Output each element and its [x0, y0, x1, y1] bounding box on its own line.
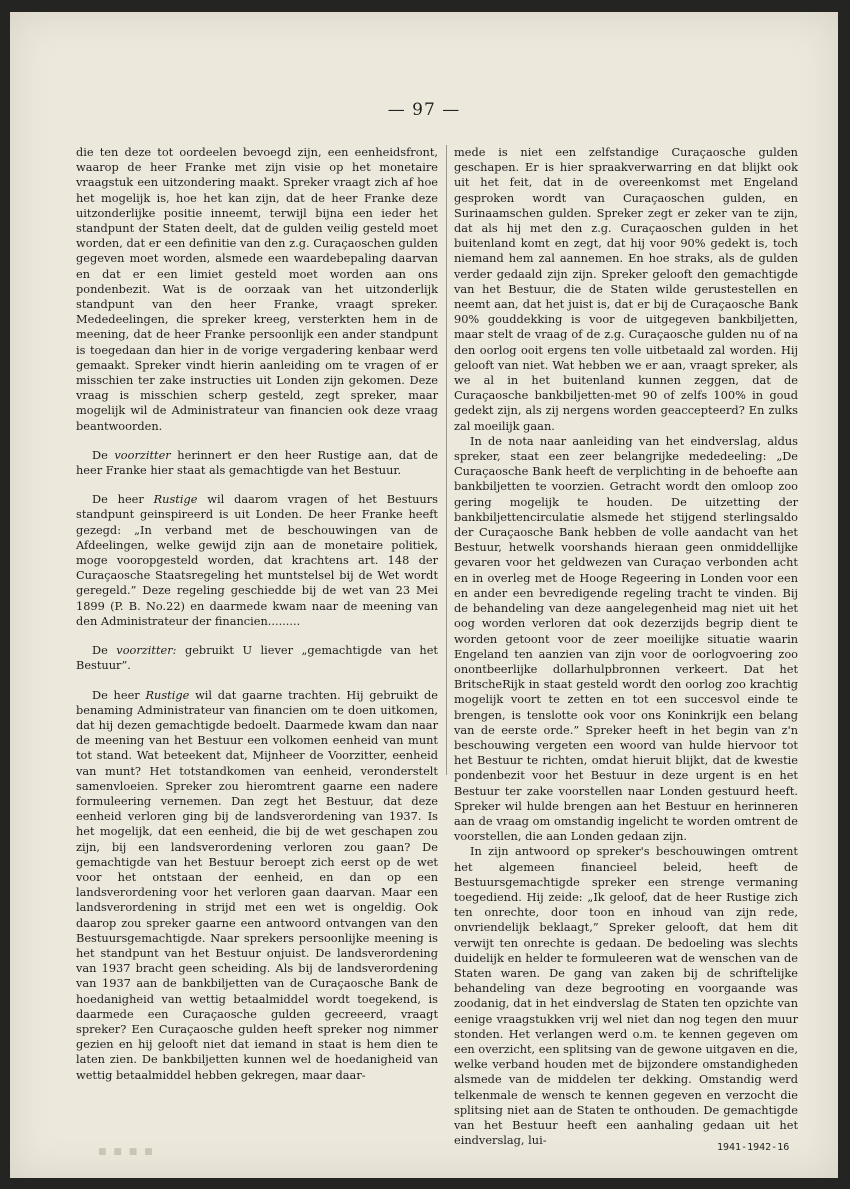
- paragraph-text: wil dat gaarne trachten. Hij gebruikt de benaming Administrateur van financien om te doen uitkomen, dat hij dezen gemachtigde bedoelt. Daarmede kwam dan naar de meening van het Bestuur een volkomen eenheid van munt tot stand. Wat beteekent dat, Mijnheer de Voorzitter, eenheid van munt? Het totstandkomen van eenheid, veronderstelt samenvloeien. Spreker zou hieromtrent gaarne een nadere formuleering vernemen. Dan zegt het Bestuur, dat deze eenheid verloren ging bij de landsverordening van 1937. Is het mogelijk, dat een eenheid, die bij de wet geschapen zou zijn, bij een landsverordening verloren zou gaan? De gemachtigde van het Bestuur beroept zich eerst op de wet voor het ontstaan der eenheid, en dan op een landsverordening voor het verloren gaan daarvan. Maar een landsverordening in strijd met een wet is ongeldig. Ook daarop zou spreker gaarne een antwoord ontvangen van den Bestuursgemachtigde. Naar sprekers persoonlijke meening is het standpunt van het Bestuur onjuist. De landsverordening van 1937 bracht geen scheiding. Als bij de landsverordening van 1937 aan de bankbiljetten van de Curaçaosche Bank de hoedanigheid van wettig betaalmiddel wordt toegekend, is daarmede een Curaçaosche gulden gecreeerd, vraagt spreker? Een Curaçaosche gulden heeft spreker nog nimmer gezien en hij gelooft niet dat iemand in staat is hem dien te laten zien. De bankbiljetten kunnen wel de hoedanigheid van wettig betaalmiddel hebben gekregen, maar daar-: [76, 687, 438, 1082]
- paragraph: [454, 145, 798, 434]
- paragraph: [454, 434, 798, 844]
- column-divider: [446, 145, 447, 775]
- paragraph: [76, 643, 438, 673]
- left-column: [76, 145, 438, 1083]
- speaker-name: Rustige: [153, 492, 198, 507]
- paragraph-text: In zijn antwoord op spreker's beschouwingen omtrent het algemeen financieel beleid, heeft de Bestuursgemachtigde spreker een strenge vermaning toegediend. Hij zeide: „Ik geloof, dat de heer Rustige zich ten onrechte, door toon en inhoud van zijn rede, onvriendelijk beklaagt,” Spreker gelooft, dat hem dit verwijt ten onrechte is gedaan. De bedoeling was slechts duidelijk en helder te formuleeren wat de wenschen van de Staten waren. De gang van zaken bij de schriftelijke behandeling van deze begrooting en voorgaande was zoodanig, dat in het eindverslag de Staten ten opzichte van eenige vraagstukken vrij wel niet dan nog tegen den muur stonden. Het verlangen werd o.m. te kennen gegeven om een overzicht, een splitsing van de gewone uitgaven en die, welke verband houden met de bijzondere omstandigheden alsmede van de middelen ter dekking. Omstandig werd telkenmale de wensch te kennen gegeven en verzocht die splitsing niet aan de Staten te onthouden. De gemachtigde van het Bestuur heeft een aanhaling gedaan uit het eindverslag, lui-: [454, 844, 798, 1148]
- paragraph: [76, 688, 438, 1083]
- paragraph: [454, 844, 798, 1148]
- paragraph-text: die ten deze tot oordeelen bevoegd zijn, een eenheidsfront, waarop de heer Franke met zijn visie op het monetaire vraagstuk een uitzondering maakt. Spreker vraagt zich af hoe het mogelijk is, hoe het kan zijn, dat de heer Franke deze uitzonderlijke positie inneemt, terwijl bijna een ieder het standpunt der Staten deelt, dat de gulden veilig gesteld moet worden, dat er een definitie van den z.g. Curaçaoschen gulden gegeven moet worden, alsmede een waardebepaling daarvan en dat er een limiet gesteld moet worden aan ons pondenbezit. Wat is de oorzaak van het uitzonderlijk standpunt van den heer Franke, vraagt spreker. Mededeelingen, die spreker kreeg, versterkten hem in de meening, dat de heer Franke persoonlijk een ander standpunt is toegedaan dan hier in de vorige vergadering kenbaar werd gemaakt. Spreker vindt hierin aanleiding om te vragen of er misschien ter zake instructies uit Londen zijn gekomen. Deze vraag is misschien scherp gesteld, zegt spreker, maar mogelijk wil de Administrateur van financien ook deze vraag beantwoorden.: [76, 145, 438, 433]
- paragraph: [76, 492, 438, 629]
- archive-code: 1941-1942-16: [717, 1142, 790, 1153]
- paragraph-text: wil daarom vragen of het Bestuurs standpunt geinspireerd is uit Londen. De heer Franke heeft gezegd: „In verband met de beschouwingen van de Afdeelingen, welke gewijd zijn aan de monetaire politiek, moge vooropgesteld worden, dat krachtens art. 148 der Curaçaosche Staatsregeling het muntstelsel bij de Wet wordt geregeld.” Deze regeling geschiedde bij de wet van 23 Mei 1899 (P. B. No.22) en daarmede kwam naar de meening van den Administrateur der financien.........: [76, 492, 438, 628]
- speaker-name: voorzitter: [114, 447, 171, 462]
- paragraph-text: herinnert er den heer Rustige aan, dat de heer Franke hier staat als gemachtigde van het Bestuur.: [76, 447, 438, 478]
- speaker-name: voorzitter:: [116, 643, 177, 658]
- paragraph-prefix: De heer: [92, 492, 154, 507]
- speaker-name: Rustige: [145, 687, 190, 702]
- paragraph-text: mede is niet een zelfstandige Curaçaosche gulden geschapen. Er is hier spraakverwarring en dat blijkt ook uit het feit, dat in de overeenkomst met Engeland gesproken wordt van Curaçaoschen gulden, en Surinaamschen gulden. Spreker zegt er zeker van te zijn, dat als hij met den z.g. Curaçaoschen gulden in het buitenland komt en zegt, dat hij voor 90% gedekt is, toch niemand hem zal aannemen. En hoe straks, als de gulden verder gedaald zijn zijn. Spreker gelooft den gemachtigde van het Bestuur, die de Staten wilde gerustestellen en neemt aan, dat het juist is, dat er bij de Curaçaosche Bank 90% gouddekking is voor de uitgegeven bankbiljetten, maar stelt de vraag of de z.g. Curaçaosche gulden nu of na den oorlog ooit ergens ten volle uitbetaald zal worden. Hij gelooft van niet. Wat hebben we er aan, vraagt spreker, als we al in het buitenland kunnen zeggen, dat de Curaçaosche bankbiljetten-met 90 of zelfs 100% in goud gedekt zijn, als zij nergens worden geaccepteerd? En zulks zal moeilijk gaan.: [454, 145, 798, 433]
- paragraph: [76, 448, 438, 478]
- faded-stamp: ■ ■ ■ ■: [98, 1147, 155, 1157]
- paragraph-text: In de nota naar aanleiding van het eindverslag, aldus spreker, staat een zeer belangrijke mededeeling: „De Curaçaosche Bank heeft de verplichting in de behoefte aan bankbiljetten te voorzien. Getracht wordt den omloop zoo gering mogelijk te houden. De uitzetting der bankbiljettencirculatie alsmede het stijgend sterlingsaldo der Curaçaosche Bank hebben de volle aandacht van het Bestuur, hetwelk voorshands hieraan geen onmiddellijke gevaren voor het geldwezen van Curaçao verbonden acht en in overleg met de Hooge Regeering in Londen voor een en ander een bevredigende regeling tracht te vinden. Bij de behandeling van deze aangelegenheid mag niet uit het oog worden verloren dat ook dezerzijds begrip dient te worden getoont voor de zeer moeilijke situatie waarin Engeland ten aanzien van zijn voor de oorlogvoering zoo onontbeerlijke dollarhulpbronnen verkeert. Dat het BritscheRijk in staat gesteld wordt den oorlog zoo krachtig mogelijk voort te zetten en tot een succesvol einde te brengen, is tenslotte ook voor ons Koninkrijk een belang van de eerste orde.” Spreker heeft in het begin van z'n beschouwing vergeten een woord van hulde hiervoor tot het Bestuur te richten, omdat hieruit blijkt, dat de kwestie pondenbezit voor het Bestuur in deze urgent is en het Bestuur ter zake voorstellen naar Londen gestuurd heeft. Spreker wil hulde brengen aan het Bestuur en herinneren aan de vraag om omstandig ingelicht te worden omtrent de voorstellen, die aan Londen gedaan zijn.: [454, 433, 798, 844]
- paragraph-prefix: De heer: [92, 687, 146, 702]
- right-column: [454, 145, 798, 1148]
- document-page: [10, 12, 838, 1178]
- paragraph: [76, 145, 438, 434]
- paragraph-text: gebruikt U liever „gemachtigde van het Bestuur”.: [76, 643, 438, 673]
- page-number: — 97 —: [387, 100, 461, 120]
- paragraph-prefix: De: [92, 447, 115, 462]
- paragraph-prefix: De: [92, 643, 117, 658]
